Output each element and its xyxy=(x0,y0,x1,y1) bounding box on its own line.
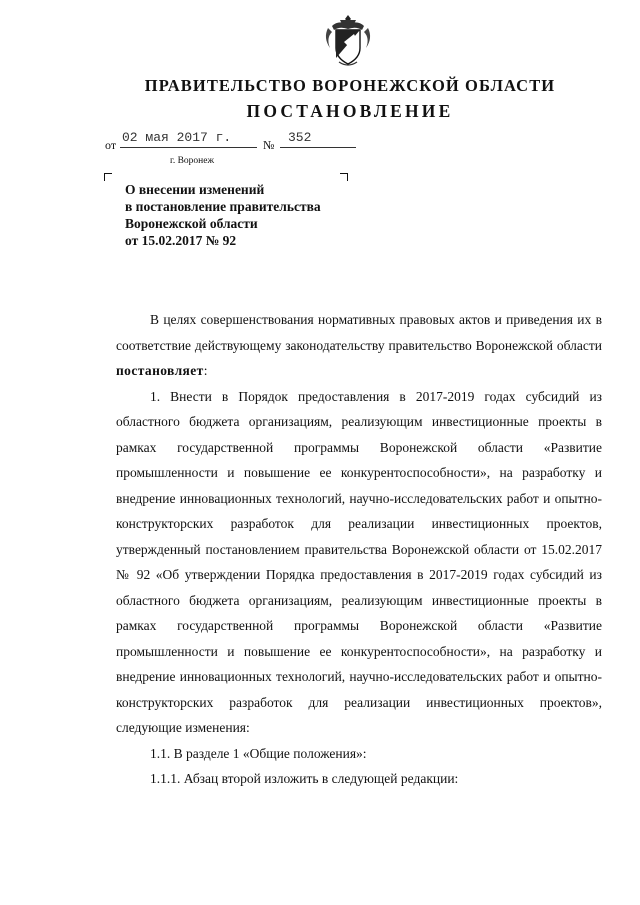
government-title: ПРАВИТЕЛЬСТВО ВОРОНЕЖСКОЙ ОБЛАСТИ xyxy=(144,76,556,95)
city-label: г. Воронеж xyxy=(170,156,215,166)
voronezh-coat-of-arms-icon xyxy=(322,12,374,70)
intro-paragraph xyxy=(116,307,602,384)
item-1-paragraph: 1. Внести в Порядок предоставления в 2017-2019 годах субсидий из областного бюджета организациям, реализующим инвестиционные проекты в рамках государственной программы Воронежской области «Развитие промышленности и повышение ее конкурентоспособности», на разработку и внедрение инновационных технологий, научно-исследовательских работ и опытно-конструкторских разработок для реализации инвестиционных проектов, утвержденный постановлением правительства Воронежской области от 15.02.2017 № 92 «Об утверждении Порядка предоставления в 2017-2019 годах субсидий из областного бюджета организациям, реализующим инвестиционные проекты в рамках государственной программы Воронежской области «Развитие промышленности и повышение ее конкурентоспособности», на разработку и внедрение инновационных технологий, научно-исследовательских работ и опытно-конструкторских разработок для реализации инвестиционных проектов», следующие изменения: xyxy=(116,388,602,735)
document-body xyxy=(116,307,602,792)
document-subject xyxy=(125,181,321,249)
intro-text: В целях совершенствования нормативных правовых актов и приведения их в соответствие действующему законодательству правительство Воронежской области xyxy=(116,312,602,353)
subject-corner-right xyxy=(340,173,348,181)
number-label: № xyxy=(263,138,275,152)
subject-line: в постановление правительства xyxy=(125,199,321,214)
item-1-1-1-paragraph: 1.1.1. Абзац второй изложить в следующей редакции: xyxy=(150,771,459,786)
subject-line: Воронежской области xyxy=(125,216,258,231)
document-number: 352 xyxy=(280,130,356,148)
document-date: 02 мая 2017 г. xyxy=(120,130,257,148)
decree-word: постановляет xyxy=(116,363,204,378)
subject-line: от 15.02.2017 № 92 xyxy=(125,233,237,248)
subject-line: О внесении изменений xyxy=(125,182,265,197)
document-type: ПОСТАНОВЛЕНИЕ xyxy=(246,101,454,121)
date-label: от xyxy=(105,138,117,152)
decree-colon: : xyxy=(203,363,208,378)
item-1-1-paragraph: 1.1. В разделе 1 «Общие положения»: xyxy=(150,745,367,761)
subject-corner-left xyxy=(104,173,112,181)
